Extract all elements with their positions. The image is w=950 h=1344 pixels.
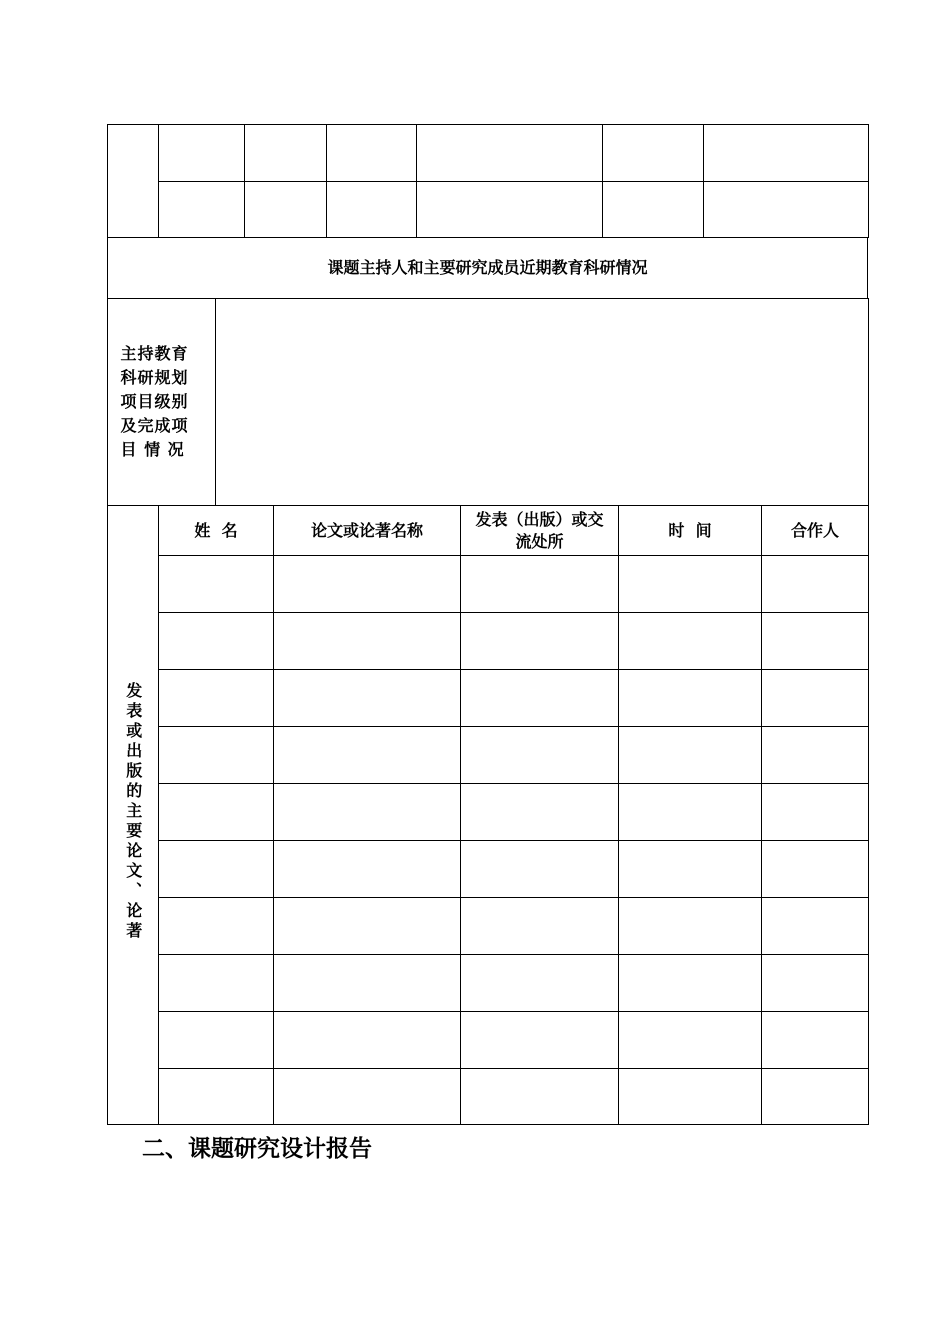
paper-cell[interactable] xyxy=(762,727,869,784)
paper-cell[interactable] xyxy=(461,898,619,955)
paper-cell[interactable] xyxy=(762,670,869,727)
paper-cell[interactable] xyxy=(159,670,274,727)
members-cell[interactable] xyxy=(327,182,417,238)
paper-cell[interactable] xyxy=(274,727,461,784)
members-cell[interactable] xyxy=(159,125,245,182)
paper-cell[interactable] xyxy=(274,1012,461,1069)
paper-cell[interactable] xyxy=(619,841,762,898)
table-row xyxy=(108,955,869,1012)
table-row xyxy=(108,898,869,955)
paper-cell[interactable] xyxy=(159,1012,274,1069)
paper-cell[interactable] xyxy=(461,670,619,727)
paper-cell[interactable] xyxy=(461,556,619,613)
header-title: 论文或论著名称 xyxy=(274,506,461,556)
paper-cell[interactable] xyxy=(762,556,869,613)
paper-cell[interactable] xyxy=(159,898,274,955)
table-row xyxy=(108,784,869,841)
paper-cell[interactable] xyxy=(461,727,619,784)
paper-cell[interactable] xyxy=(461,955,619,1012)
paper-cell[interactable] xyxy=(461,1069,619,1125)
paper-cell[interactable] xyxy=(619,898,762,955)
paper-cell[interactable] xyxy=(274,784,461,841)
papers-side-label: 发表或出版的主要论文、论著 xyxy=(123,682,143,943)
paper-cell[interactable] xyxy=(619,955,762,1012)
paper-cell[interactable] xyxy=(274,841,461,898)
header-coauthor: 合作人 xyxy=(762,506,869,556)
paper-cell[interactable] xyxy=(619,1012,762,1069)
members-table xyxy=(107,124,869,238)
paper-cell[interactable] xyxy=(461,841,619,898)
paper-cell[interactable] xyxy=(159,841,274,898)
paper-cell[interactable] xyxy=(619,727,762,784)
paper-cell[interactable] xyxy=(461,613,619,670)
project-table xyxy=(107,298,869,506)
paper-cell[interactable] xyxy=(274,670,461,727)
members-cell[interactable] xyxy=(245,182,327,238)
header-venue-label: 发表（出版）或交流处所 xyxy=(475,509,604,551)
table-row xyxy=(108,1069,869,1125)
paper-cell[interactable] xyxy=(619,556,762,613)
paper-cell[interactable] xyxy=(274,1069,461,1125)
members-cell[interactable] xyxy=(245,125,327,182)
project-content-field[interactable] xyxy=(216,299,869,506)
table-row xyxy=(108,841,869,898)
paper-cell[interactable] xyxy=(274,613,461,670)
members-cell[interactable] xyxy=(704,182,869,238)
table-row xyxy=(108,727,869,784)
project-label-cell xyxy=(108,299,216,506)
paper-cell[interactable] xyxy=(159,1069,274,1125)
papers-table xyxy=(107,505,869,1125)
table-row xyxy=(108,556,869,613)
header-venue xyxy=(461,506,619,556)
paper-cell[interactable] xyxy=(461,1012,619,1069)
paper-cell[interactable] xyxy=(159,784,274,841)
members-cell[interactable] xyxy=(704,125,869,182)
paper-cell[interactable] xyxy=(159,955,274,1012)
header-time: 时 间 xyxy=(619,506,762,556)
paper-cell[interactable] xyxy=(619,670,762,727)
table-row xyxy=(108,1012,869,1069)
section-heading: 二、课题研究设计报告 xyxy=(142,1135,372,1162)
members-cell[interactable] xyxy=(417,125,603,182)
paper-cell[interactable] xyxy=(762,613,869,670)
paper-cell[interactable] xyxy=(159,727,274,784)
members-cell[interactable] xyxy=(603,125,704,182)
members-cell[interactable] xyxy=(603,182,704,238)
paper-cell[interactable] xyxy=(274,556,461,613)
paper-cell[interactable] xyxy=(762,898,869,955)
table-row xyxy=(108,670,869,727)
project-label: 主持教育科研规划项目级别及完成项目 情 况 xyxy=(120,344,189,459)
section-title: 课题主持人和主要研究成员近期教育科研情况 xyxy=(108,238,868,299)
paper-cell[interactable] xyxy=(274,898,461,955)
paper-cell[interactable] xyxy=(274,955,461,1012)
paper-cell[interactable] xyxy=(619,1069,762,1125)
paper-cell[interactable] xyxy=(762,1069,869,1125)
paper-cell[interactable] xyxy=(619,613,762,670)
paper-cell[interactable] xyxy=(762,784,869,841)
paper-cell[interactable] xyxy=(619,784,762,841)
papers-side-cell xyxy=(108,506,159,1125)
header-name: 姓 名 xyxy=(159,506,274,556)
paper-cell[interactable] xyxy=(159,556,274,613)
paper-cell[interactable] xyxy=(762,841,869,898)
section-title-table xyxy=(107,237,868,299)
paper-cell[interactable] xyxy=(461,784,619,841)
members-cell[interactable] xyxy=(327,125,417,182)
members-cell[interactable] xyxy=(159,182,245,238)
table-row xyxy=(108,613,869,670)
members-cell[interactable] xyxy=(417,182,603,238)
paper-cell[interactable] xyxy=(159,613,274,670)
members-side-cell xyxy=(108,125,159,238)
paper-cell[interactable] xyxy=(762,1012,869,1069)
paper-cell[interactable] xyxy=(762,955,869,1012)
